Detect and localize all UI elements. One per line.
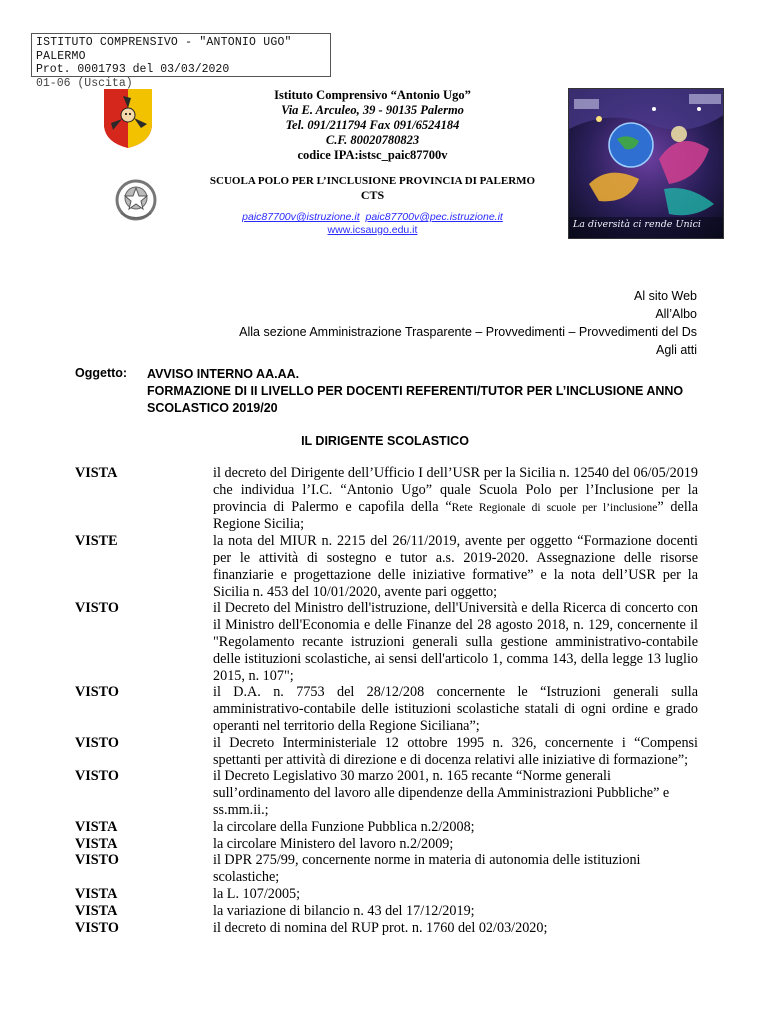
recital-text: la circolare della Funzione Pubblica n.2/2008; xyxy=(213,818,475,835)
school-art-logo xyxy=(568,88,724,239)
recital-text: il DPR 275/99, concernente norme in materia di autonomia delle istituzioni scolastiche; xyxy=(213,852,641,886)
recital-text: il Decreto Legislativo 30 marzo 2001, n. 165 recante “Norme generali sull’ordinamento del lavoro alle dipendenze della Amministrazioni Pubbliche” e ss.mm.ii.; xyxy=(213,768,670,818)
recital-keyword: VISTO xyxy=(75,600,119,617)
subject-label: Oggetto: xyxy=(75,366,128,380)
recital-keyword: VISTA xyxy=(75,885,118,902)
recital-item xyxy=(75,852,700,886)
recital-item xyxy=(75,768,700,818)
recipient-line: Alla sezione Amministrazione Trasparente – Provvedimenti – Provvedimenti del Ds xyxy=(239,325,697,339)
email-link[interactable]: paic87700v@istruzione.it xyxy=(242,211,360,223)
school-ipa: codice IPA:istsc_paic87700v xyxy=(297,148,448,162)
recital-text: il Decreto Interministeriale 12 ottobre 1995 n. 326, concernente i “Compensi spettanti per attività di direzione e di docenza relativi alle iniziative di formazione”; xyxy=(213,734,698,768)
recital-keyword: VISTA xyxy=(75,902,118,919)
italian-republic-emblem-icon xyxy=(113,177,159,225)
recital-item xyxy=(75,886,700,903)
recital-text-small: Rete Regionale di scuole per l’inclusione xyxy=(451,501,658,514)
recitals-list xyxy=(75,465,700,936)
recital-text: la circolare Ministero del lavoro n.2/2009; xyxy=(213,835,454,852)
website-link[interactable]: www.icsaugo.edu.it xyxy=(327,223,418,236)
polo-title: SCUOLA POLO PER L’INCLUSIONE PROVINCIA DI PALERMO xyxy=(209,175,536,187)
contact-links xyxy=(195,211,550,236)
stamp-line-2: Prot. 0001793 del 03/03/2020 xyxy=(36,63,230,76)
recital-keyword: VISTA xyxy=(75,835,118,852)
school-address: Via E. Arculeo, 39 - 90135 Palermo xyxy=(281,103,464,117)
recital-keyword: VISTO xyxy=(75,852,119,869)
recital-text: la nota del MIUR n. 2215 del 26/11/2019, avente per oggetto “Formazione docenti per le attività di sostegno e tutor a.s. 2019-2020. Assegnazione delle risorse finanziarie e progettazione delle iniziative formative” e la nota dell’USR per la Sicilia n. 453 del 10/01/2020, avente pari oggetto; xyxy=(213,533,698,600)
recital-item xyxy=(75,920,700,937)
pec-email-link[interactable]: paic87700v@pec.istruzione.it xyxy=(365,211,503,223)
recital-text: il D.A. n. 7753 del 28/12/208 concernente le “Istruzioni generali sulla amministrativo-contabile delle istituzioni scolastiche statali di ogni ordine e grado operanti nel territorio della Regione Siciliana”; xyxy=(213,684,698,734)
recital-keyword: VISTO xyxy=(75,768,119,785)
recital-text: la L. 107/2005; xyxy=(213,885,301,902)
recital-item xyxy=(75,465,700,533)
recital-item xyxy=(75,819,700,836)
recipients-block xyxy=(239,287,697,359)
recital-keyword: VISTO xyxy=(75,734,119,751)
stamp-line-1: ISTITUTO COMPRENSIVO - "ANTONIO UGO" PALERMO xyxy=(36,36,292,63)
document-title: IL DIRIGENTE SCOLASTICO xyxy=(301,434,469,448)
subject-line-1: AVVISO INTERNO AA.AA. xyxy=(147,367,300,381)
protocol-stamp xyxy=(31,33,331,90)
recipient-line: All’Albo xyxy=(655,307,697,321)
recital-item xyxy=(75,600,700,684)
recital-keyword: VISTA xyxy=(75,465,118,481)
recital-text: il Decreto del Ministro dell'istruzione, dell'Università e della Ricerca di concerto con il Ministro dell'Economia e delle Finanze del 28 agosto 2018, n. 129, concernente il "Regolamento recante istruzioni generali sulla gestione amministrativo-contabile delle istituzioni scolastiche, ai sensi dell'articolo 1, comma 143, della legge 13 luglio 2015, n. 107"; xyxy=(213,600,698,684)
sicily-emblem-icon xyxy=(101,86,155,150)
recital-keyword: VISTA xyxy=(75,818,118,835)
recital-keyword: VISTO xyxy=(75,684,119,701)
school-header xyxy=(200,88,545,163)
recital-item xyxy=(75,836,700,853)
recipient-line: Al sito Web xyxy=(634,289,697,303)
school-phone: Tel. 091/211794 Fax 091/6524184 xyxy=(285,118,460,132)
subject-line-2: FORMAZIONE DI II LIVELLO PER DOCENTI REFERENTI/TUTOR PER L’INCLUSIONE ANNO SCOLASTICO 2019/20 xyxy=(147,384,684,415)
recital-item xyxy=(75,903,700,920)
school-cf: C.F. 80020780823 xyxy=(325,133,420,147)
recital-item xyxy=(75,735,700,769)
recital-text: la variazione di bilancio n. 43 del 17/12/2019; xyxy=(213,902,475,919)
polo-block xyxy=(195,174,550,202)
recipient-line: Agli atti xyxy=(656,343,697,357)
school-name: Istituto Comprensivo “Antonio Ugo” xyxy=(274,88,471,102)
recital-text xyxy=(213,465,698,533)
school-art-logo-image xyxy=(569,89,724,239)
logo-caption: La diversità ci rende Unici xyxy=(573,219,701,230)
recital-text: il decreto di nomina del RUP prot. n. 1760 del 02/03/2020; xyxy=(213,919,548,936)
recital-text-main: il decreto del Dirigente dell’Ufficio I dell’USR per la Sicilia n. 12540 del 06/05/2019 che individua l’I.C. “Antonio Ugo” quale Scuola Polo per l’Inclusione per la provincia di Palermo e capofila della “ xyxy=(213,465,698,515)
stamp-line-3: 01-06 (Uscita) xyxy=(36,76,133,90)
recital-item xyxy=(75,684,700,734)
recital-item xyxy=(75,533,700,600)
recital-keyword: VISTO xyxy=(75,919,119,936)
recital-text-tail: ” della Regione Sicilia; xyxy=(213,498,699,533)
cts-label: CTS xyxy=(360,188,385,202)
recital-keyword: VISTE xyxy=(75,533,118,550)
subject-text xyxy=(147,366,707,417)
